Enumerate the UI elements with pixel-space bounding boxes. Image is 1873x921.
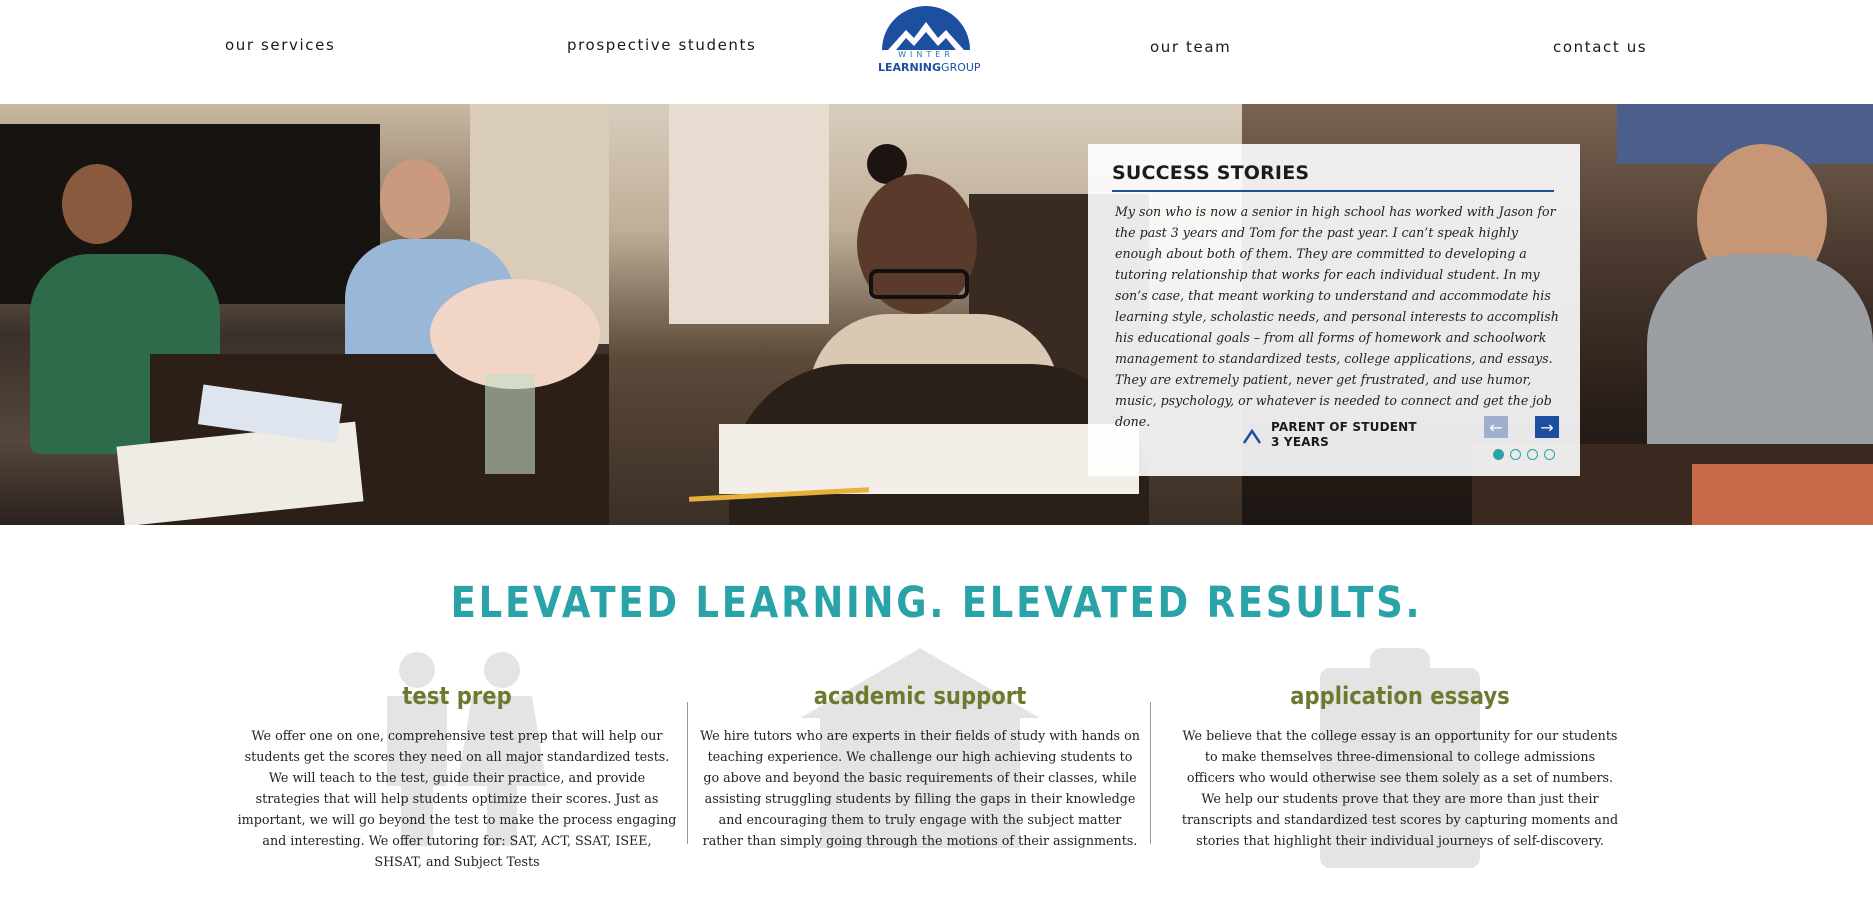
service-test-prep xyxy=(237,640,677,870)
carousel-dot-3[interactable] xyxy=(1527,449,1538,460)
tutor-head-shape xyxy=(62,164,132,244)
logo-winter-text: WINTER xyxy=(898,50,954,59)
service-description: We hire tutors who are experts in their fields of study with hands on teaching experience. We challenge our high achieving students to go above and beyond the basic requirements of their classes, while assisting struggling students by filling the gaps in their knowledge and encouraging them to truly engage with the subject matter rather than simply going through the motions of their assignments. xyxy=(700,728,1140,848)
winter-learning-group-logo[interactable] xyxy=(878,4,981,76)
service-description: We believe that the college essay is an opportunity for our students to make themselves three-dimensional to college admissions officers who would otherwise see them solely as a set of numbers. We help our students prove that they are more than just their transcripts and standardized test scores by capturing moments and stories that highlight their individual journeys of self-discovery. xyxy=(1181,728,1619,848)
service-title: test prep xyxy=(402,682,512,710)
carousel-dot-1[interactable] xyxy=(1493,449,1504,460)
service-application-essays xyxy=(1180,640,1620,870)
logo-learning-group-text xyxy=(878,61,981,74)
column-divider xyxy=(687,702,688,844)
hero-banner xyxy=(0,104,1873,525)
carousel-dot-4[interactable] xyxy=(1544,449,1555,460)
logo-learning-text: LEARNING xyxy=(878,61,942,74)
tutoring-session-photo xyxy=(0,104,609,525)
page-tagline: ELEVATED LEARNING. ELEVATED RESULTS. xyxy=(450,578,1423,628)
success-stories-panel xyxy=(1088,144,1580,476)
column-divider xyxy=(1150,702,1151,844)
bookshelf-left-shape xyxy=(669,104,829,324)
testimonial-author xyxy=(1271,420,1417,450)
arrow-left-icon[interactable]: ← xyxy=(1484,416,1508,438)
service-academic-support xyxy=(700,640,1140,870)
mountain-logo-icon xyxy=(878,4,974,50)
glasses-shape xyxy=(869,269,969,299)
textbook-shape xyxy=(719,424,1139,494)
title-underline xyxy=(1112,190,1554,192)
student-head-shape xyxy=(380,159,450,239)
author-role: PARENT OF STUDENT xyxy=(1271,420,1417,434)
service-title: academic support xyxy=(813,682,1027,710)
logo-group-text: GROUP xyxy=(941,61,981,74)
nav-our-team[interactable]: our team xyxy=(1150,38,1232,56)
testimonial-quote: My son who is now a senior in high school has worked with Jason for the past 3 years and Tom for the past year. I can’t speak highly enough about both of them. They are committed to developing a tutoring relationship that works for each individual student. In my son’s case, that meant working to understand and accommodate his learning style, scholastic needs, and personal interests to accomplish his educational goals – from all forms of homework and schoolwork management to standardized tests, college applications, and essays. They are extremely patient, never get frustrated, and use humor, music, psychology, or whatever is needed to connect and get the job done. xyxy=(1115,204,1559,429)
service-description: We offer one on one, comprehensive test prep that will help our students get the scores they need on all major standardized tests. We will teach to the test, guide their practice, and provide strategies that will help students optimize their scores. Just as important, we will go beyond the test to make the process engaging and interesting. We offer tutoring for: SAT, ACT, SSAT, ISEE, SHSAT, and Subject Tests xyxy=(237,728,677,869)
flowers-shape xyxy=(430,279,600,389)
service-title: application essays xyxy=(1290,682,1510,710)
carousel-dot-2[interactable] xyxy=(1510,449,1521,460)
nav-prospective-students[interactable]: prospective students xyxy=(567,36,757,54)
magazine-shape xyxy=(1692,464,1873,525)
vase-shape xyxy=(485,374,535,474)
nav-our-services[interactable]: our services xyxy=(225,36,336,54)
chevron-up-icon xyxy=(1242,427,1262,445)
nav-contact-us[interactable]: contact us xyxy=(1553,38,1648,56)
site-header xyxy=(0,0,1873,104)
carousel-dots xyxy=(1493,449,1555,460)
success-stories-title: SUCCESS STORIES xyxy=(1112,162,1310,184)
arrow-right-icon[interactable]: → xyxy=(1535,416,1559,438)
author-duration: 3 YEARS xyxy=(1271,435,1329,449)
